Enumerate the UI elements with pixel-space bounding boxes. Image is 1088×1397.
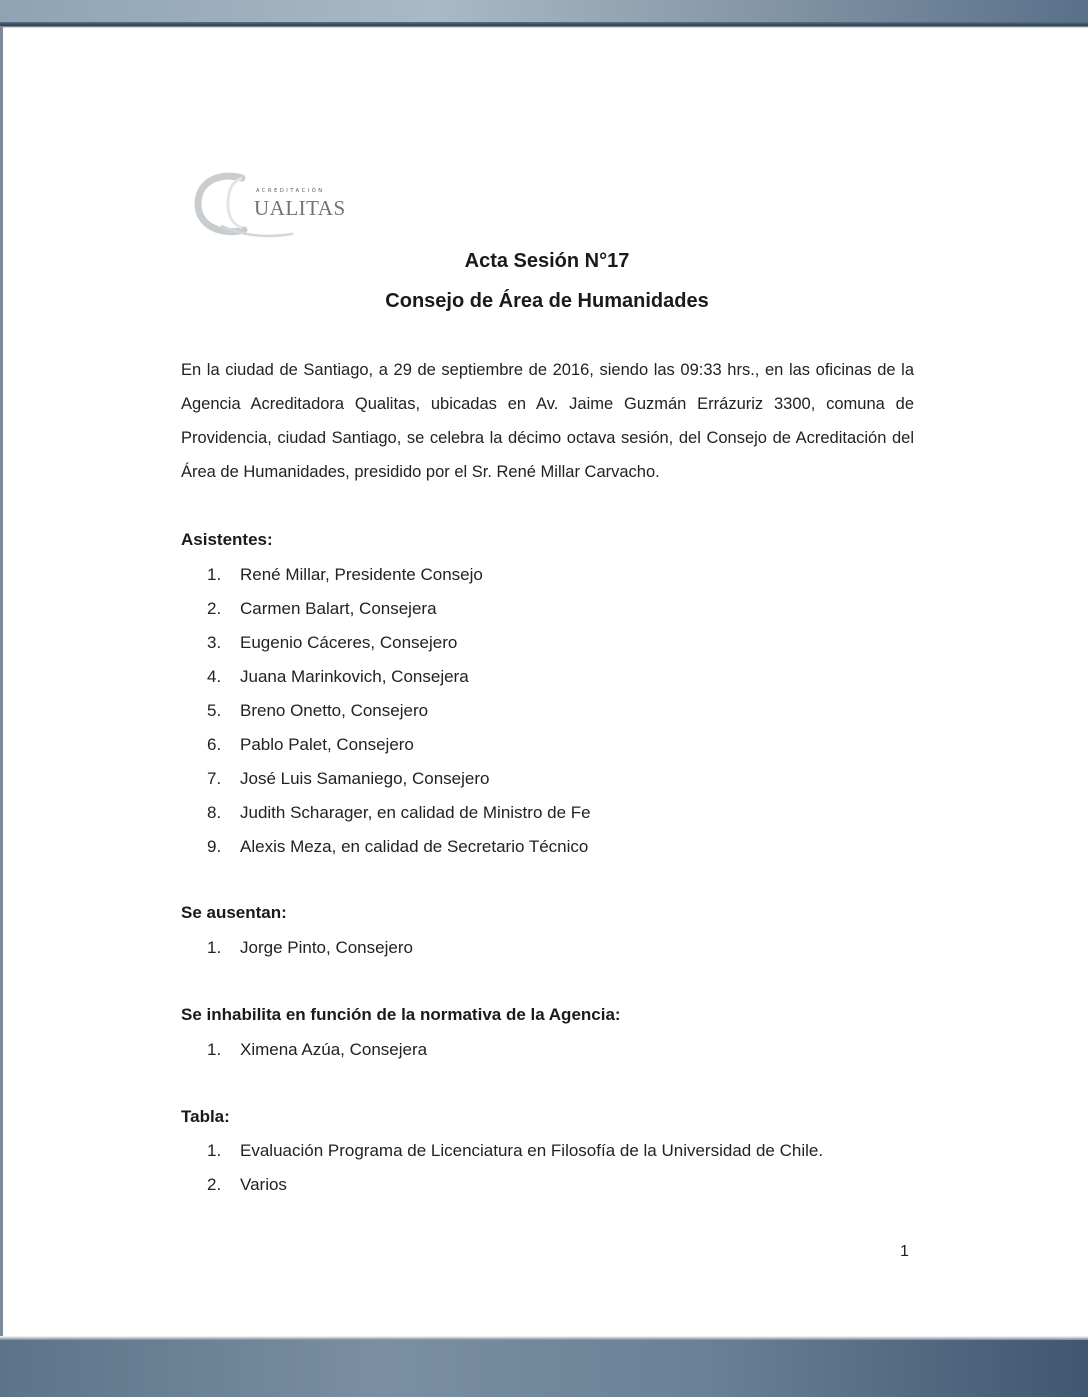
scan-border-left: [0, 26, 3, 1338]
list-item: 1. Ximena Azúa, Consejera: [207, 1040, 428, 1059]
logo-small-text: ACREDITACIÓN: [256, 188, 325, 194]
ausentes-heading: Se ausentan:: [181, 903, 287, 922]
list-item: 4. Juana Marinkovich, Consejera: [207, 667, 469, 686]
logo-main-text: UALITAS: [254, 196, 346, 220]
list-item: 7. José Luis Samaniego, Consejero: [207, 769, 490, 788]
list-item: 1. René Millar, Presidente Consejo: [207, 565, 483, 584]
document-subtitle: Consejo de Área de Humanidades: [385, 290, 709, 312]
ausentes-list: [207, 931, 413, 965]
list-item: 2. Carmen Balart, Consejera: [207, 599, 437, 618]
list-item: 6. Pablo Palet, Consejero: [207, 735, 414, 754]
tabla-list: [207, 1134, 823, 1202]
inhabilita-list: [207, 1033, 427, 1067]
list-item: 1. Evaluación Programa de Licenciatura en Filosofía de la Universidad de Chile.: [207, 1141, 824, 1160]
intro-paragraph: En la ciudad de Santiago, a 29 de septiembre de 2016, siendo las 09:33 hrs., en las oficinas de la Agencia Acreditadora Qualitas, ubicadas en Av. Jaime Guzmán Errázuriz 3300, comuna de Providencia, ciudad Santiago, se celebra la décimo octava sesión, del Consejo de Acreditación del Área de Humanidades, presidido por el Sr. René Millar Carvacho.: [181, 361, 914, 481]
page-number: 1: [900, 1243, 909, 1260]
inhabilita-heading: Se inhabilita en función de la normativa de la Agencia:: [181, 1005, 621, 1024]
scan-border-bottom: [0, 1340, 1088, 1397]
list-item: 2. Varios: [207, 1175, 287, 1194]
list-item: 8. Judith Scharager, en calidad de Ministro de Fe: [207, 803, 591, 822]
document-title: Acta Sesión N°17: [464, 250, 630, 272]
list-item: 1. Jorge Pinto, Consejero: [207, 938, 413, 957]
list-item: 9. Alexis Meza, en calidad de Secretario Técnico: [207, 837, 589, 856]
scan-border-top-edge: [0, 22, 1088, 28]
asistentes-heading: Asistentes:: [181, 530, 273, 549]
qualitas-logo: [192, 170, 362, 242]
list-item: 5. Breno Onetto, Consejero: [207, 701, 429, 720]
tabla-heading: Tabla:: [181, 1107, 230, 1126]
asistentes-list: [207, 558, 591, 864]
list-item: 3. Eugenio Cáceres, Consejero: [207, 633, 458, 652]
